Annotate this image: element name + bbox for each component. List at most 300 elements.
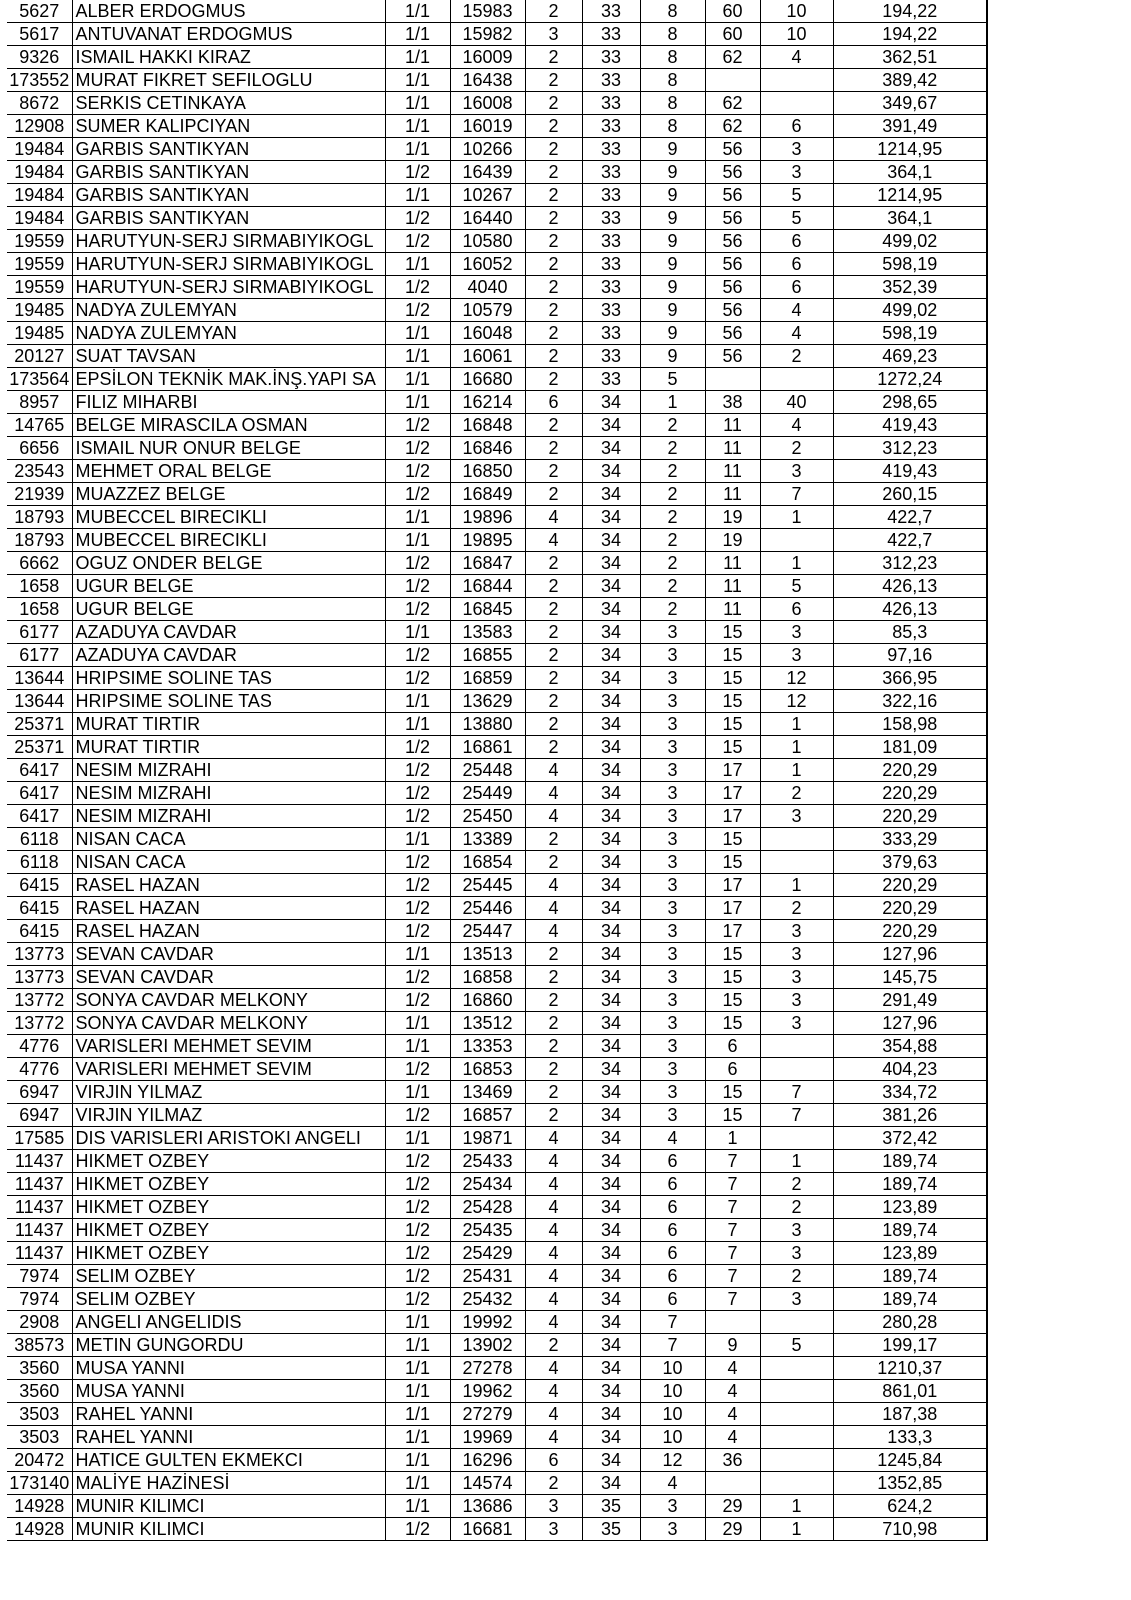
col9-cell xyxy=(760,1311,833,1334)
record-no-cell: 13583 xyxy=(450,621,525,644)
record-no-cell: 4040 xyxy=(450,276,525,299)
table-row xyxy=(7,299,987,322)
share-cell: 1/2 xyxy=(385,460,450,483)
col9-cell: 1 xyxy=(760,759,833,782)
owner-name-cell: FILIZ MIHARBI xyxy=(72,391,385,414)
id-cell: 5627 xyxy=(7,0,72,23)
amount-cell: 1210,37 xyxy=(833,1357,987,1380)
col8-cell: 19 xyxy=(705,529,760,552)
col5-cell: 2 xyxy=(525,299,582,322)
id-cell: 11437 xyxy=(7,1173,72,1196)
owner-name-cell: HIKMET OZBEY xyxy=(72,1150,385,1173)
share-cell: 1/2 xyxy=(385,805,450,828)
col8-cell: 7 xyxy=(705,1242,760,1265)
id-cell: 18793 xyxy=(7,529,72,552)
col7-cell: 3 xyxy=(640,1104,705,1127)
id-cell: 19484 xyxy=(7,138,72,161)
amount-cell: 260,15 xyxy=(833,483,987,506)
table-row xyxy=(7,368,987,391)
col7-cell: 3 xyxy=(640,989,705,1012)
col9-cell xyxy=(760,1035,833,1058)
id-cell: 4776 xyxy=(7,1035,72,1058)
col5-cell: 2 xyxy=(525,575,582,598)
col9-cell: 3 xyxy=(760,161,833,184)
id-cell: 12908 xyxy=(7,115,72,138)
col5-cell: 2 xyxy=(525,46,582,69)
col9-cell: 5 xyxy=(760,207,833,230)
table-row xyxy=(7,1311,987,1334)
owner-name-cell: EPSİLON TEKNİK MAK.İNŞ.YAPI SA xyxy=(72,368,385,391)
record-no-cell: 16853 xyxy=(450,1058,525,1081)
record-no-cell: 16854 xyxy=(450,851,525,874)
record-no-cell: 10267 xyxy=(450,184,525,207)
col5-cell: 2 xyxy=(525,851,582,874)
share-cell: 1/2 xyxy=(385,736,450,759)
col6-cell: 33 xyxy=(582,299,640,322)
col5-cell: 4 xyxy=(525,529,582,552)
col7-cell: 6 xyxy=(640,1288,705,1311)
table-row xyxy=(7,1035,987,1058)
id-cell: 13773 xyxy=(7,966,72,989)
amount-cell: 199,17 xyxy=(833,1334,987,1357)
record-no-cell: 19896 xyxy=(450,506,525,529)
id-cell: 6947 xyxy=(7,1104,72,1127)
col9-cell: 2 xyxy=(760,437,833,460)
share-cell: 1/1 xyxy=(385,1127,450,1150)
col5-cell: 2 xyxy=(525,621,582,644)
col8-cell: 56 xyxy=(705,138,760,161)
col9-cell: 3 xyxy=(760,805,833,828)
id-cell: 25371 xyxy=(7,713,72,736)
col6-cell: 34 xyxy=(582,552,640,575)
share-cell: 1/1 xyxy=(385,943,450,966)
share-cell: 1/1 xyxy=(385,69,450,92)
col7-cell: 3 xyxy=(640,621,705,644)
amount-cell: 389,42 xyxy=(833,69,987,92)
owner-name-cell: MURAT TIRTIR xyxy=(72,713,385,736)
id-cell: 4776 xyxy=(7,1058,72,1081)
col8-cell: 17 xyxy=(705,782,760,805)
col9-cell: 5 xyxy=(760,184,833,207)
owner-name-cell: MURAT TIRTIR xyxy=(72,736,385,759)
col6-cell: 33 xyxy=(582,46,640,69)
owner-name-cell: UGUR BELGE xyxy=(72,598,385,621)
share-cell: 1/1 xyxy=(385,1035,450,1058)
col7-cell: 9 xyxy=(640,207,705,230)
col7-cell: 9 xyxy=(640,345,705,368)
col6-cell: 33 xyxy=(582,276,640,299)
record-no-cell: 16681 xyxy=(450,1518,525,1541)
col9-cell: 3 xyxy=(760,1012,833,1035)
col9-cell: 3 xyxy=(760,460,833,483)
col8-cell: 11 xyxy=(705,483,760,506)
col6-cell: 34 xyxy=(582,1219,640,1242)
share-cell: 1/1 xyxy=(385,92,450,115)
owner-name-cell: MALİYE HAZİNESİ xyxy=(72,1472,385,1495)
owner-name-cell: ISMAIL HAKKI KIRAZ xyxy=(72,46,385,69)
col6-cell: 34 xyxy=(582,874,640,897)
share-cell: 1/1 xyxy=(385,621,450,644)
share-cell: 1/2 xyxy=(385,897,450,920)
col6-cell: 34 xyxy=(582,690,640,713)
record-no-cell: 16008 xyxy=(450,92,525,115)
table-row xyxy=(7,805,987,828)
owner-name-cell: MURAT FIKRET SEFILOGLU xyxy=(72,69,385,92)
share-cell: 1/1 xyxy=(385,529,450,552)
col5-cell: 2 xyxy=(525,1035,582,1058)
col9-cell xyxy=(760,1472,833,1495)
record-no-cell: 19962 xyxy=(450,1380,525,1403)
col8-cell: 29 xyxy=(705,1495,760,1518)
col8-cell: 56 xyxy=(705,207,760,230)
record-no-cell: 13902 xyxy=(450,1334,525,1357)
record-no-cell: 25435 xyxy=(450,1219,525,1242)
share-cell: 1/1 xyxy=(385,23,450,46)
col7-cell: 3 xyxy=(640,1495,705,1518)
col8-cell: 15 xyxy=(705,943,760,966)
owner-name-cell: DIS VARISLERI ARISTOKI ANGELI xyxy=(72,1127,385,1150)
col6-cell: 33 xyxy=(582,0,640,23)
col6-cell: 33 xyxy=(582,69,640,92)
table-row xyxy=(7,552,987,575)
share-cell: 1/1 xyxy=(385,391,450,414)
col8-cell: 15 xyxy=(705,966,760,989)
share-cell: 1/1 xyxy=(385,1012,450,1035)
col5-cell: 2 xyxy=(525,1104,582,1127)
id-cell: 8672 xyxy=(7,92,72,115)
record-no-cell: 10579 xyxy=(450,299,525,322)
col7-cell: 3 xyxy=(640,1058,705,1081)
share-cell: 1/1 xyxy=(385,184,450,207)
amount-cell: 469,23 xyxy=(833,345,987,368)
col8-cell: 11 xyxy=(705,437,760,460)
col8-cell: 56 xyxy=(705,276,760,299)
amount-cell: 499,02 xyxy=(833,230,987,253)
id-cell: 6947 xyxy=(7,1081,72,1104)
col7-cell: 10 xyxy=(640,1403,705,1426)
owner-name-cell: VIRJIN YILMAZ xyxy=(72,1081,385,1104)
col7-cell: 2 xyxy=(640,460,705,483)
col9-cell xyxy=(760,92,833,115)
col6-cell: 33 xyxy=(582,161,640,184)
share-cell: 1/2 xyxy=(385,276,450,299)
col7-cell: 10 xyxy=(640,1380,705,1403)
col8-cell: 15 xyxy=(705,1012,760,1035)
col6-cell: 34 xyxy=(582,1242,640,1265)
col6-cell: 34 xyxy=(582,1265,640,1288)
record-no-cell: 15983 xyxy=(450,0,525,23)
col8-cell: 62 xyxy=(705,92,760,115)
col5-cell: 2 xyxy=(525,322,582,345)
record-no-cell: 16439 xyxy=(450,161,525,184)
col5-cell: 4 xyxy=(525,1403,582,1426)
record-no-cell: 25447 xyxy=(450,920,525,943)
owner-name-cell: SERKIS CETINKAYA xyxy=(72,92,385,115)
col6-cell: 34 xyxy=(582,1012,640,1035)
col8-cell: 62 xyxy=(705,46,760,69)
col7-cell: 8 xyxy=(640,23,705,46)
col8-cell: 7 xyxy=(705,1288,760,1311)
table-row xyxy=(7,1173,987,1196)
col6-cell: 34 xyxy=(582,943,640,966)
id-cell: 6415 xyxy=(7,897,72,920)
col9-cell: 40 xyxy=(760,391,833,414)
col8-cell: 17 xyxy=(705,897,760,920)
owner-name-cell: MUAZZEZ BELGE xyxy=(72,483,385,506)
table-row xyxy=(7,920,987,943)
table-row xyxy=(7,1403,987,1426)
col9-cell: 6 xyxy=(760,598,833,621)
col9-cell: 4 xyxy=(760,299,833,322)
share-cell: 1/2 xyxy=(385,989,450,1012)
col6-cell: 33 xyxy=(582,368,640,391)
amount-cell: 366,95 xyxy=(833,667,987,690)
col8-cell: 62 xyxy=(705,115,760,138)
col7-cell: 4 xyxy=(640,1472,705,1495)
amount-cell: 1352,85 xyxy=(833,1472,987,1495)
table-row xyxy=(7,161,987,184)
col7-cell: 5 xyxy=(640,368,705,391)
record-no-cell: 25431 xyxy=(450,1265,525,1288)
share-cell: 1/1 xyxy=(385,1081,450,1104)
id-cell: 20472 xyxy=(7,1449,72,1472)
col5-cell: 2 xyxy=(525,115,582,138)
record-no-cell: 19895 xyxy=(450,529,525,552)
col8-cell: 29 xyxy=(705,1518,760,1541)
owner-name-cell: NESIM MIZRAHI xyxy=(72,805,385,828)
share-cell: 1/1 xyxy=(385,1311,450,1334)
col6-cell: 34 xyxy=(582,644,640,667)
col7-cell: 3 xyxy=(640,690,705,713)
id-cell: 3503 xyxy=(7,1426,72,1449)
col8-cell: 4 xyxy=(705,1426,760,1449)
col6-cell: 34 xyxy=(582,1173,640,1196)
col7-cell: 3 xyxy=(640,1518,705,1541)
col6-cell: 33 xyxy=(582,207,640,230)
id-cell: 13772 xyxy=(7,1012,72,1035)
col8-cell: 56 xyxy=(705,345,760,368)
share-cell: 1/1 xyxy=(385,322,450,345)
col7-cell: 2 xyxy=(640,529,705,552)
amount-cell: 349,67 xyxy=(833,92,987,115)
id-cell: 11437 xyxy=(7,1242,72,1265)
col9-cell: 4 xyxy=(760,46,833,69)
amount-cell: 133,3 xyxy=(833,1426,987,1449)
col6-cell: 34 xyxy=(582,759,640,782)
owner-name-cell: HRIPSIME SOLINE TAS xyxy=(72,690,385,713)
col7-cell: 3 xyxy=(640,943,705,966)
col6-cell: 34 xyxy=(582,1058,640,1081)
col9-cell: 3 xyxy=(760,621,833,644)
table-row xyxy=(7,667,987,690)
record-no-cell: 25445 xyxy=(450,874,525,897)
col5-cell: 4 xyxy=(525,782,582,805)
col9-cell: 7 xyxy=(760,1104,833,1127)
col8-cell: 15 xyxy=(705,989,760,1012)
table-row xyxy=(7,1518,987,1541)
table-row xyxy=(7,690,987,713)
col7-cell: 9 xyxy=(640,184,705,207)
col5-cell: 4 xyxy=(525,805,582,828)
col7-cell: 6 xyxy=(640,1265,705,1288)
col5-cell: 2 xyxy=(525,644,582,667)
col8-cell: 15 xyxy=(705,851,760,874)
col9-cell: 3 xyxy=(760,644,833,667)
share-cell: 1/1 xyxy=(385,690,450,713)
amount-cell: 422,7 xyxy=(833,506,987,529)
id-cell: 7974 xyxy=(7,1288,72,1311)
col7-cell: 8 xyxy=(640,0,705,23)
id-cell: 6415 xyxy=(7,874,72,897)
col8-cell: 56 xyxy=(705,299,760,322)
col8-cell: 15 xyxy=(705,1081,760,1104)
amount-cell: 123,89 xyxy=(833,1196,987,1219)
id-cell: 19484 xyxy=(7,184,72,207)
record-no-cell: 16850 xyxy=(450,460,525,483)
col7-cell: 8 xyxy=(640,69,705,92)
col8-cell: 38 xyxy=(705,391,760,414)
col6-cell: 34 xyxy=(582,391,640,414)
record-no-cell: 13389 xyxy=(450,828,525,851)
amount-cell: 624,2 xyxy=(833,1495,987,1518)
col7-cell: 2 xyxy=(640,414,705,437)
col6-cell: 34 xyxy=(582,828,640,851)
id-cell: 1658 xyxy=(7,575,72,598)
col8-cell: 56 xyxy=(705,184,760,207)
table-row xyxy=(7,1104,987,1127)
col6-cell: 34 xyxy=(582,1311,640,1334)
col9-cell: 2 xyxy=(760,897,833,920)
col6-cell: 34 xyxy=(582,1334,640,1357)
share-cell: 1/1 xyxy=(385,1357,450,1380)
record-no-cell: 16860 xyxy=(450,989,525,1012)
col6-cell: 33 xyxy=(582,345,640,368)
record-no-cell: 15982 xyxy=(450,23,525,46)
id-cell: 6662 xyxy=(7,552,72,575)
amount-cell: 381,26 xyxy=(833,1104,987,1127)
col5-cell: 2 xyxy=(525,966,582,989)
col5-cell: 2 xyxy=(525,138,582,161)
owner-name-cell: ANTUVANAT ERDOGMUS xyxy=(72,23,385,46)
id-cell: 11437 xyxy=(7,1150,72,1173)
record-no-cell: 27278 xyxy=(450,1357,525,1380)
col8-cell: 4 xyxy=(705,1380,760,1403)
id-cell: 20127 xyxy=(7,345,72,368)
owner-name-cell: VARISLERI MEHMET SEVIM xyxy=(72,1035,385,1058)
col9-cell: 1 xyxy=(760,552,833,575)
col8-cell: 17 xyxy=(705,805,760,828)
record-no-cell: 16861 xyxy=(450,736,525,759)
table-row xyxy=(7,23,987,46)
owner-name-cell: HIKMET OZBEY xyxy=(72,1196,385,1219)
share-cell: 1/1 xyxy=(385,0,450,23)
col9-cell xyxy=(760,1058,833,1081)
table-row xyxy=(7,1357,987,1380)
col9-cell: 3 xyxy=(760,920,833,943)
col9-cell: 3 xyxy=(760,1288,833,1311)
col9-cell: 1 xyxy=(760,736,833,759)
table-row xyxy=(7,506,987,529)
record-no-cell: 25433 xyxy=(450,1150,525,1173)
amount-cell: 194,22 xyxy=(833,0,987,23)
amount-cell: 598,19 xyxy=(833,322,987,345)
table-row xyxy=(7,1426,987,1449)
col5-cell: 4 xyxy=(525,1357,582,1380)
col7-cell: 7 xyxy=(640,1311,705,1334)
col8-cell: 7 xyxy=(705,1173,760,1196)
id-cell: 19485 xyxy=(7,322,72,345)
col5-cell: 4 xyxy=(525,1311,582,1334)
col8-cell: 6 xyxy=(705,1035,760,1058)
owner-name-cell: RASEL HAZAN xyxy=(72,874,385,897)
col6-cell: 33 xyxy=(582,184,640,207)
record-no-cell: 25432 xyxy=(450,1288,525,1311)
col8-cell: 7 xyxy=(705,1196,760,1219)
col6-cell: 34 xyxy=(582,414,640,437)
amount-cell: 145,75 xyxy=(833,966,987,989)
id-cell: 17585 xyxy=(7,1127,72,1150)
record-no-cell: 14574 xyxy=(450,1472,525,1495)
col6-cell: 34 xyxy=(582,1472,640,1495)
col7-cell: 9 xyxy=(640,230,705,253)
table-row xyxy=(7,759,987,782)
table-row xyxy=(7,207,987,230)
col9-cell xyxy=(760,1127,833,1150)
owner-name-cell: HARUTYUN-SERJ SIRMABIYIKOGL xyxy=(72,253,385,276)
table-row xyxy=(7,437,987,460)
share-cell: 1/1 xyxy=(385,345,450,368)
col5-cell: 2 xyxy=(525,92,582,115)
property-table xyxy=(7,0,988,1541)
record-no-cell: 10580 xyxy=(450,230,525,253)
table-row xyxy=(7,782,987,805)
col9-cell xyxy=(760,851,833,874)
amount-cell: 322,16 xyxy=(833,690,987,713)
record-no-cell: 25429 xyxy=(450,1242,525,1265)
col5-cell: 4 xyxy=(525,920,582,943)
owner-name-cell: HIKMET OZBEY xyxy=(72,1219,385,1242)
col9-cell: 1 xyxy=(760,713,833,736)
col5-cell: 3 xyxy=(525,1495,582,1518)
col5-cell: 4 xyxy=(525,1150,582,1173)
col5-cell: 4 xyxy=(525,1173,582,1196)
owner-name-cell: AZADUYA CAVDAR xyxy=(72,621,385,644)
col7-cell: 2 xyxy=(640,552,705,575)
col7-cell: 3 xyxy=(640,897,705,920)
col7-cell: 9 xyxy=(640,138,705,161)
amount-cell: 598,19 xyxy=(833,253,987,276)
table-row xyxy=(7,1219,987,1242)
col6-cell: 34 xyxy=(582,920,640,943)
col7-cell: 2 xyxy=(640,437,705,460)
table-row xyxy=(7,1265,987,1288)
col8-cell: 11 xyxy=(705,460,760,483)
col9-cell: 1 xyxy=(760,1495,833,1518)
amount-cell: 187,38 xyxy=(833,1403,987,1426)
share-cell: 1/2 xyxy=(385,1288,450,1311)
col5-cell: 4 xyxy=(525,1242,582,1265)
col8-cell: 11 xyxy=(705,552,760,575)
share-cell: 1/2 xyxy=(385,414,450,437)
amount-cell: 291,49 xyxy=(833,989,987,1012)
col9-cell: 5 xyxy=(760,1334,833,1357)
record-no-cell: 16846 xyxy=(450,437,525,460)
amount-cell: 97,16 xyxy=(833,644,987,667)
col6-cell: 34 xyxy=(582,1150,640,1173)
col6-cell: 34 xyxy=(582,437,640,460)
share-cell: 1/2 xyxy=(385,598,450,621)
owner-name-cell: NISAN CACA xyxy=(72,828,385,851)
